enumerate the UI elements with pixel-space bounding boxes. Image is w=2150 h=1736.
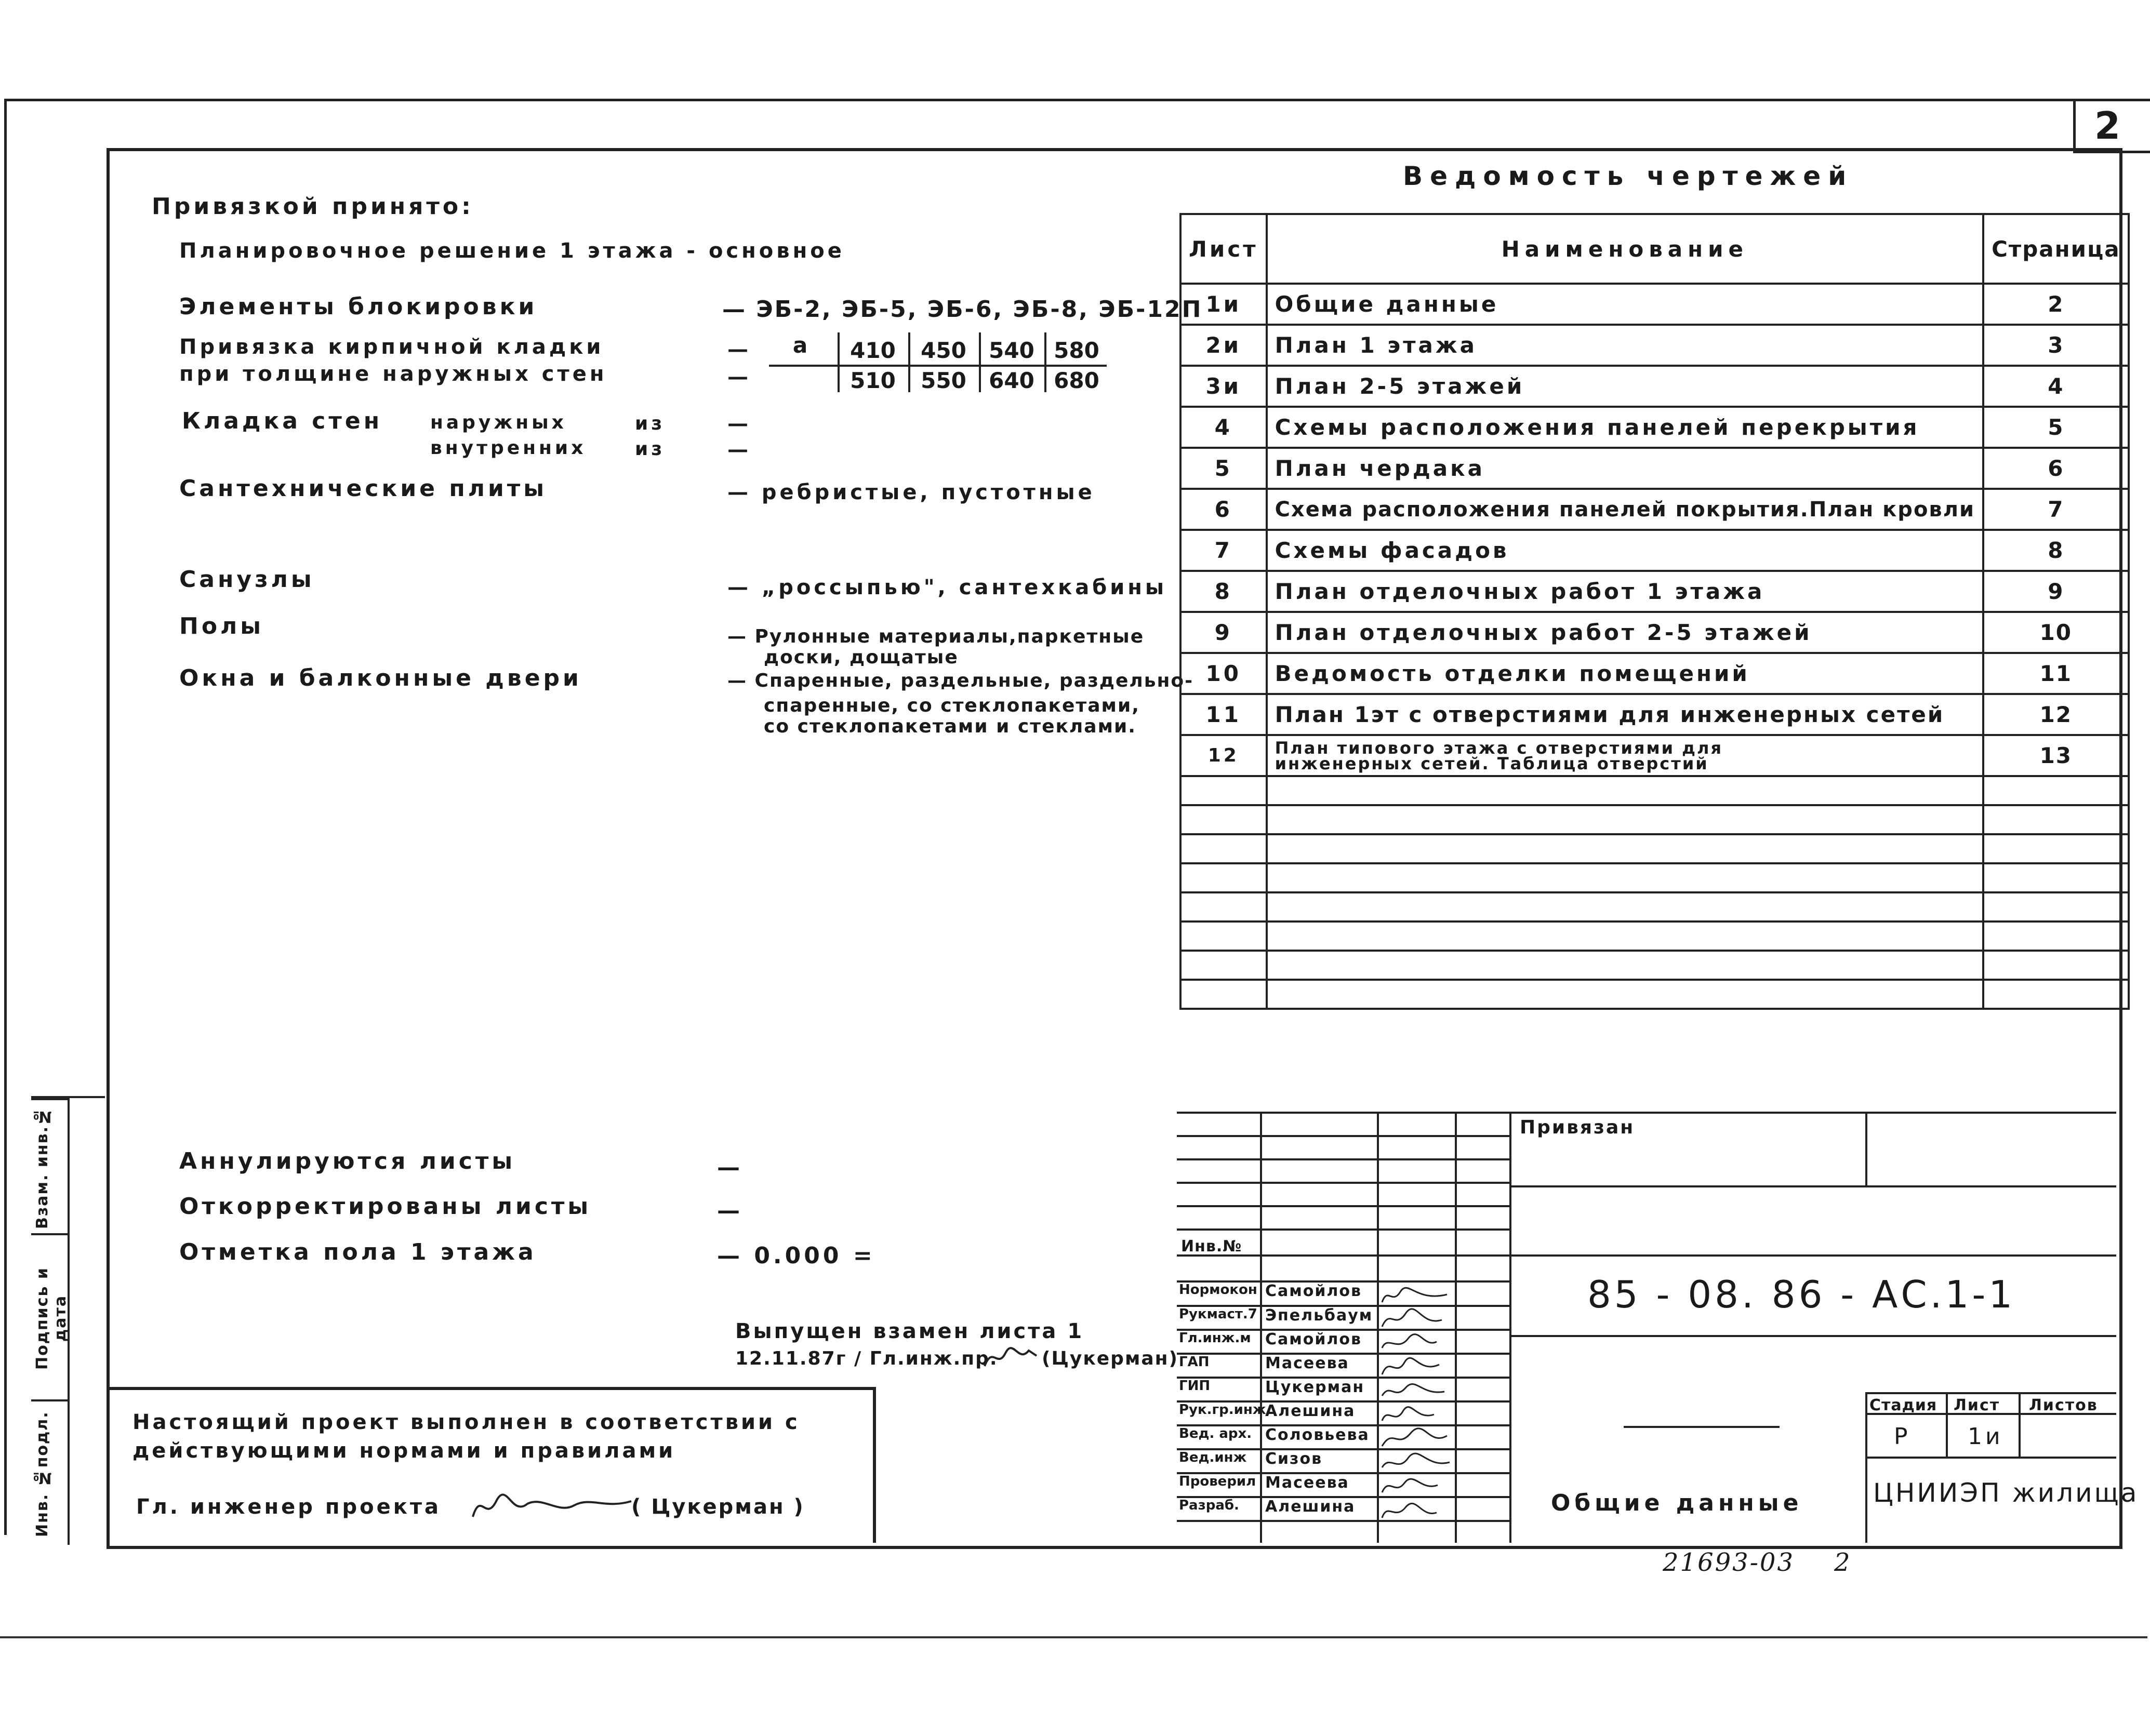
org-name: ЦНИИЭП жилища <box>1873 1478 2139 1508</box>
document-code: 85 - 08. 86 - АС.1-1 <box>1587 1273 2016 1316</box>
table-row: 3и План 2-5 этажей 4 <box>1180 366 2129 407</box>
corrected-value: — <box>717 1197 743 1224</box>
table-row <box>1180 892 2129 922</box>
poly-value-2: доски, дощатые <box>764 647 959 668</box>
title-block: Привязан Инв.№ 85 - 08. 86 - АС.1-1 Нормокон Самойлов Рукмаст.7 Эпельбаум Гл.инж.м Самойлов ГАП Масеева ГИП Цукерман Рук.гр.инж Алешина Вед. арх. Соловьева Вед.инж Сизов Проверил Масеева Разраб. Алешина Стадия Лист Листов Р 1и Общие данные ЦНИИЭП жилища <box>1177 1112 2116 1543</box>
chief-engineer-label: Гл. инженер проекта <box>136 1495 442 1519</box>
strip-label-vzam: Взам. инв.№ <box>33 1106 51 1230</box>
table-row: 4 Схемы расположения панелей перекрытия 5 <box>1180 407 2129 448</box>
walls-outer: наружных <box>430 412 567 433</box>
table-row: 12 План типового этажа с отверстиями для инженерных сетей. Таблица отверстий 13 <box>1180 735 2129 776</box>
windows-value: — Спаренные, раздельные, раздельно- <box>727 670 1194 691</box>
issued-signature-icon <box>982 1343 1039 1371</box>
windows-value-3: со стеклопакетами и стеклами. <box>764 716 1136 737</box>
strip-label-signature: Подпись и дата <box>33 1267 70 1370</box>
brick-label-2: при толщине наружных стен <box>179 362 607 386</box>
brick-table <box>769 332 1112 395</box>
floor-mark-label: Отметка пола 1 этажа <box>179 1239 537 1265</box>
table-row: 7 Схемы фасадов 8 <box>1180 530 2129 571</box>
signature-icon <box>1379 1380 1452 1401</box>
santeh-label: Сантехнические плиты <box>179 475 548 502</box>
blocking-value: — ЭБ-2, ЭБ-5, ЭБ-6, ЭБ-8, ЭБ-12П <box>722 296 1203 323</box>
compliance-top-line <box>107 1387 875 1390</box>
sheets-label: Листов <box>2029 1396 2098 1414</box>
footer-page: 2 <box>1834 1548 1850 1577</box>
blank-line <box>1624 1426 1780 1428</box>
annul-value: — <box>717 1154 743 1181</box>
inv-label: Инв.№ <box>1181 1237 1242 1256</box>
compliance-line-2: действующими нормами и правилами <box>132 1439 676 1463</box>
brick-bottom-3: 640 <box>989 368 1034 393</box>
issued-name: (Цукерман) <box>1042 1348 1178 1369</box>
walls-label: Кладка стен <box>182 408 383 434</box>
sanuzly-value: — „россыпью", сантехкабины <box>727 576 1167 599</box>
signature-icon <box>1379 1500 1452 1520</box>
chief-name: ( Цукерман ) <box>631 1495 805 1519</box>
floor-mark-value: — 0.000 = <box>717 1243 875 1269</box>
row12-line-1: План типового этажа с отверстиями для <box>1275 738 1723 758</box>
bottom-edge-line <box>0 1636 2147 1638</box>
annul-label: Аннулируются листы <box>179 1148 516 1174</box>
walls-inner: внутренних <box>430 437 587 459</box>
chief-signature-icon <box>470 1486 636 1527</box>
table-row: 5 План чердака 6 <box>1180 448 2129 489</box>
sheet-label: Лист <box>1954 1396 2000 1414</box>
poly-label: Полы <box>179 613 264 639</box>
table-row: 10 Ведомость отделки помещений 11 <box>1180 653 2129 694</box>
walls-iz-2: из <box>635 438 666 460</box>
table-row <box>1180 776 2129 805</box>
brick-dash: — <box>727 338 751 362</box>
brick-top-2: 450 <box>921 338 966 363</box>
issued-line-1: Выпущен взамен листа 1 <box>735 1319 1084 1343</box>
signature-icon <box>1379 1452 1452 1473</box>
walls-dash-1: — <box>727 412 751 436</box>
windows-value-2: спаренные, со стеклопакетами, <box>764 695 1140 716</box>
table-row: 1и Общие данные 2 <box>1180 284 2129 325</box>
signature-icon <box>1379 1356 1452 1377</box>
walls-dash-2: — <box>727 438 751 462</box>
archive-number: 21693-03 <box>1663 1548 1795 1577</box>
header-page: Страница <box>1983 214 2129 284</box>
compliance-right-line <box>873 1387 876 1543</box>
brick-a: а <box>792 332 808 358</box>
stage-label: Стадия <box>1869 1396 1937 1414</box>
sheet-number: 2 <box>2094 104 2121 148</box>
table-row: 11 План 1эт с отверстиями для инженерных сетей 12 <box>1180 694 2129 735</box>
brick-dash-2: — <box>727 365 751 389</box>
brick-top-1: 410 <box>850 338 896 363</box>
windows-label: Окна и балконные двери <box>179 665 582 691</box>
vedomost-title: Ведомость чертежей <box>1403 161 1854 191</box>
santeh-value: — ребристые, пустотные <box>727 480 1095 504</box>
brick-bottom-4: 680 <box>1054 368 1099 393</box>
brick-bottom-1: 510 <box>850 368 896 393</box>
header-list: Лист <box>1180 214 1267 284</box>
heading: Привязкой принято: <box>152 193 474 220</box>
sheet-number-box <box>2073 99 2150 153</box>
table-row <box>1180 951 2129 980</box>
table-row <box>1180 980 2129 1009</box>
table-row: 8 План отделочных работ 1 этажа 9 <box>1180 571 2129 612</box>
brick-label: Привязка кирпичной кладки <box>179 335 604 359</box>
issued-line-2: 12.11.87г / Гл.инж.пр. <box>735 1348 998 1369</box>
row12-line-2: инженерных сетей. Таблица отверстий <box>1275 753 1709 773</box>
table-row: 2и План 1 этажа 3 <box>1180 325 2129 366</box>
compliance-line-1: Настоящий проект выполнен в соответствии с <box>132 1410 800 1434</box>
walls-iz-1: из <box>635 413 666 434</box>
header-name: Наименование <box>1267 214 1984 284</box>
signature-icon <box>1379 1308 1452 1329</box>
corrected-label: Откорректированы листы <box>179 1193 592 1220</box>
signature-icon <box>1379 1404 1452 1425</box>
poly-value: — Рулонные материалы,паркетные <box>727 626 1145 647</box>
table-row <box>1180 922 2129 951</box>
table-row <box>1180 834 2129 863</box>
plan-solution: Планировочное решение 1 этажа - основное <box>179 239 845 263</box>
signature-icon <box>1379 1476 1452 1497</box>
brick-bottom-2: 550 <box>921 368 966 393</box>
stage-value: Р <box>1894 1423 1911 1450</box>
signature-icon <box>1379 1428 1452 1449</box>
doc-title: Общие данные <box>1551 1490 1803 1516</box>
sheet-value: 1и <box>1968 1423 2003 1450</box>
signature-icon <box>1379 1284 1452 1305</box>
brick-top-3: 540 <box>989 338 1034 363</box>
sanuzly-label: Санузлы <box>179 566 315 593</box>
table-row: 6 Схема расположения панелей покрытия.План кровли 7 <box>1180 489 2129 530</box>
brick-top-4: 580 <box>1054 338 1099 363</box>
strip-label-inv: Инв. №подл. <box>33 1411 51 1538</box>
table-row: 9 План отделочных работ 2-5 этажей 10 <box>1180 612 2129 653</box>
privyazan-label: Привязан <box>1520 1117 1635 1138</box>
table-row <box>1180 863 2129 892</box>
table-header-row <box>1180 214 2129 284</box>
blocking-label: Элементы блокировки <box>179 293 538 320</box>
vedomost-table <box>1179 213 2130 1010</box>
table-row <box>1180 805 2129 834</box>
signature-icon <box>1379 1332 1452 1353</box>
left-side-strip <box>31 1096 105 1545</box>
